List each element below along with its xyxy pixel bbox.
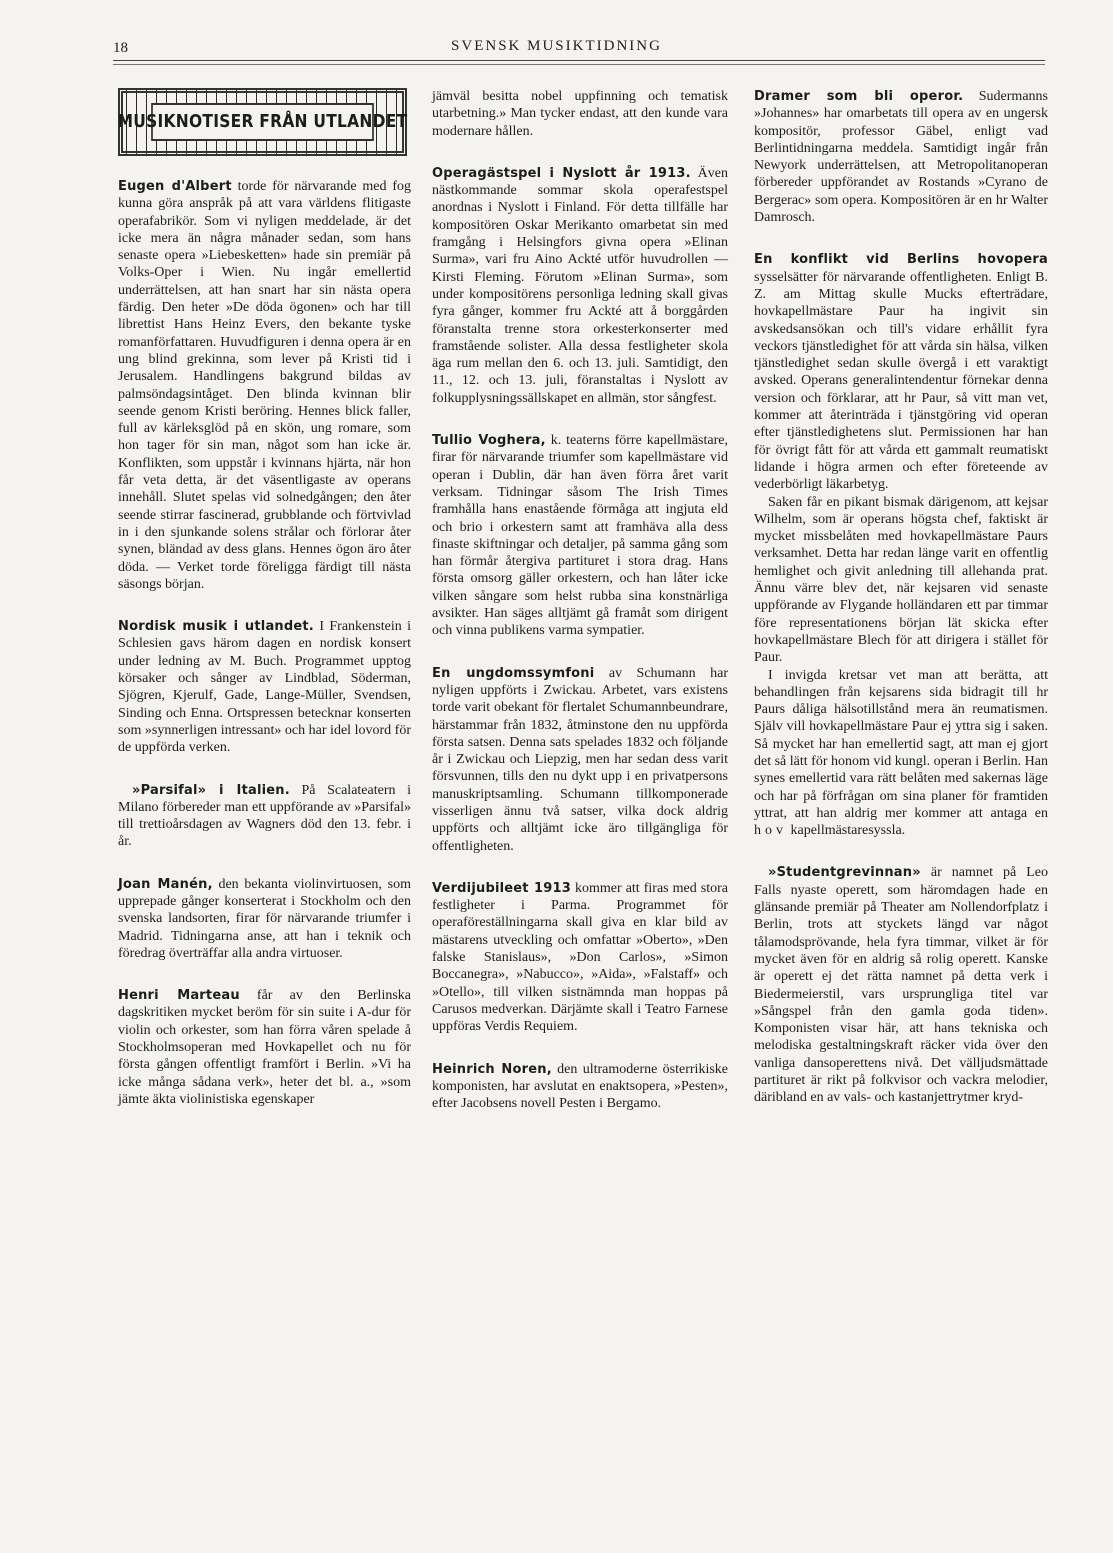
- article-paragraph: [118, 987, 411, 1108]
- article-paragraph: [754, 88, 1048, 226]
- section-banner: [118, 88, 407, 156]
- article-text: Även nästkommande sommar skola operafestspel anordnas i Nyslott i Finland. För detta tillfälle har kompositören Oskar Merikanto omarbetat sin med framgång i Helsingfors givna opera »Elinan Surma», vari fru Aino Ackté utför huvudrollen — Kirsti Fleming. Förutom »Elinan Surma», som under kompositörens personliga ledning skall givas fyra gånger, kommer fru Ackté att å borggården föranstalta trenne stora orkesterkonserter med framstående solister. Alla dessa festligheter skola äga rum mellan den 6. och 13. juli. Samtidigt, den 11., 12. och 13. juli, föranstaltas i Nyslott av folkupplysningssällskapet en allmän, stor sångfest.: [432, 165, 729, 406]
- article-heading: Tullio Voghera,: [432, 433, 546, 449]
- article-heading: En konflikt vid Berlins hovopera: [754, 252, 1048, 268]
- article-paragraph: [432, 665, 728, 855]
- article-heading: En ungdomssymfoni: [432, 665, 595, 681]
- article-heading: Dramer som bli operor.: [754, 89, 964, 104]
- article-text: kommer att firas med stora festligheter i Parma. Programmet för operaföreställningarna skall giva en klar bild av mästarens utveckling och omfattar »Oberto», »Den falske Stanislaus», »Don Carlos», »Simon Boccanegra», »Nabucco», »Aida», »Falstaff» och »Otello», till vilken sistnämnda man hoppas på Carusos medverkan. Därjämte skall i Teatro Farnese uppföras Verdis Requiem.: [432, 880, 728, 1035]
- article-list-right: [754, 88, 1048, 1107]
- article-heading: Henri Marteau: [118, 988, 240, 1004]
- article-heading: Nordisk musik i utlandet.: [118, 619, 314, 635]
- article-list-middle: [432, 88, 728, 1112]
- article-paragraph: [432, 88, 728, 140]
- article-text: I Frankenstein i Schlesien gavs härom dagen en nordisk konsert under ledning av M. Buch. Programmet upptog körsaker och sånger av Lindblad, Söderman, Sjögren, Kjerulf, Gade, Lange-Müller, Svendsen, Sinding och Enna. Ortspressen betecknar konserten som »synnerligen intressant» och har idel lovord för de uppförda verken.: [118, 619, 411, 756]
- column-left: [118, 88, 411, 1108]
- article-paragraph: [118, 178, 411, 593]
- page-number: 18: [113, 40, 128, 56]
- article-paragraph: [432, 432, 728, 640]
- spaced-word: hov: [754, 823, 787, 839]
- article-paragraph: [118, 876, 411, 962]
- article-text-tail: kapellmästaresyssla.: [787, 823, 906, 839]
- banner-title: MUSIKNOTISER FRÅN UTLANDET: [151, 103, 374, 141]
- article-text: den bekanta violinvirtuosen, som upprepade gånger konserterat i Stockholm och den svenska landsorten, firar för närvarande triumfer i Madrid. Tidningarna anse, att han i teknik och föredrag överträffar alla andra virtuoser.: [118, 876, 412, 961]
- article-text: torde för närvarande med fog kunna göra anspråk på att vara världens flitigaste operafabrikör. Som vi nyligen meddelade, är det icke mera än några månader sedan, som hans senaste opera »Liebesketten» hade sin premiär på Volks-Oper i Wien. Nu ingår emellertid underrättelsen, att han snart har sin nästa opera färdig. Den heter »De döda ögonen» och har till librettist Hans Heinz Evers, den bekante tyske romanförfattaren. Huvudfiguren i denna opera är en ung blind grekinna, som lever på Kristi tid i Jerusalem. Handlingens bakgrund bildas av palmsöndagsintåget. Den blinda kvinnan blir seende genom Kristi beröring. Hennes blick faller, full av kärleksglöd på en skön, ung romare, som hon tager för sin man, något som han icke är. Konflikten, som uppstår i kvinnans hjärta, när hon får veta detta, är det väsentligaste av operans innehåll. Slutet spelas vid solnedgången; den åter seende stirrar fascinerad, grubblande och förtvivlad in i den sjunkande solens strålar och förlorar åter synen, bländad av dess glans. Hennes ögon äro åter döda. — Verket torde föreligga färdigt till nästa säsongs början.: [118, 179, 411, 592]
- article-text: den ultramoderne österrikiske komponisten, har avslutat en enaktsopera, »Pesten», efter Jacobsens novell Pesten i Bergamo.: [432, 1061, 728, 1112]
- article-text: På Scalateatern i Milano förbereder man ett uppförande av »Parsifal» till trettioårsdagen av Wagners död den 13. febr. i år.: [118, 782, 411, 850]
- column-right: [754, 88, 1048, 1107]
- article-text: är namnet på Leo Falls nyaste operett, som häromdagen hade en glänsande premiär på Theater am Nollendorfplatz i Berlin, trots att styckets längd var något tålamodsprövande, hela fyra timmar, vilket är för mycket även för en aldrig så rolig operett. Kanske är operett ej det rätta namnet på detta verk i Biedermeierstil, vars ursprungliga titel var »Sångspel från den gamla goda tiden». Komponisten visar här, att hans tekniska och melodiska gestaltningskraft räcker vida över den vanliga dansoperettens nivå. Det välljudsmättade partituret är rikt på folkvisor och vackra melodier, däribland en av vals- och kastanjettrytmer kryd-: [754, 865, 1048, 1106]
- header-rule-inner: [113, 64, 1045, 65]
- article-heading: »Parsifal» i Italien.: [132, 782, 290, 798]
- article-text: sysselsätter för närvarande offentligheten. Enligt B. Z. am Mittag skulle Mucks efterträdare, hovkapellmästare Paur ha ingivit sin avskedsansökan och till's vidare erhållit fyra veckors tjänstledighet för att vårda sin hälsa, vilken tjänstledighet sedan skulle övergå i ett varaktigt avsked. Operans generalintendentur förnekar denna version och förklarar, att hr Paur, så vitt man vet, kommer att återinträda i tjänstgöring vid operan efter tjänstledighetens slut. Permissionen har han för övrigt fått för att vårda ett gammalt reumatiskt lidande i högra armen och efter företeende av vederbörligt läkarbetyg.: [754, 269, 1048, 493]
- article-heading: Operagästspel i Nyslott år 1913.: [432, 165, 691, 181]
- article-text: av Schumann har nyligen uppförts i Zwickau. Arbetet, vars existens torde varit obekant för flertalet Schumannbeundrare, härstammar från 1832, åtminstone den nu uppförda första satsen. Denna sats spelades 1832 och följande år i Zwickau och Liepzig, men har sedan dess varit försvunnen, tills den nu dykt upp i en privatpersons manuskriptsamling. Schumann tillkomponerade visserligen ännu två satser, vilka dock aldrig uppförts och alltjämt icke äro tillgängliga för offentligheten.: [432, 665, 728, 854]
- article-heading: Eugen d'Albert: [118, 179, 232, 194]
- article-heading: Verdijubileet 1913: [432, 880, 571, 896]
- article-text: I invigda kretsar vet man att berätta, att behandlingen från kejsarens sida bidragit till hr Paurs dåliga hälsotillstånd mera än reumatismen. Själv vill hovkapellmästare Paur ej yttra sig i saken. Så mycket har han emellertid sagt, att man ej gjort det så lätt för honom vid kungl. operan i Berlin. Han synes emellertid vara rätt belåten med sakernas läge och har på förfrågan om sina planer för framtiden yttrat, att han aldrig mer kommer att antaga en: [754, 667, 1048, 821]
- article-paragraph: [118, 618, 411, 756]
- article-paragraph: [118, 782, 411, 851]
- running-title: SVENSK MUSIKTIDNING: [451, 38, 662, 54]
- article-paragraph: [432, 880, 728, 1036]
- article-paragraph: [754, 864, 1048, 1106]
- article-paragraph: [754, 494, 1048, 667]
- article-heading: »Studentgrevinnan»: [768, 865, 921, 881]
- article-paragraph: [432, 1061, 728, 1113]
- article-paragraph: [754, 667, 1048, 840]
- article-text: Sudermanns »Johannes» har omarbetats till opera av en ungersk kompositör, professor Gäbel, enligt vad Berlintidningarna meddela. Samtidigt ingår från Newyork underrättelsen, att Metropolitanoperan förbereder uppförandet av Rostands »Cyrano de Bergerac» som opera. Kompositören är en hr Walter Damrosch.: [754, 89, 1048, 226]
- article-text: k. teaterns förre kapellmästare, firar för närvarande triumfer som kapellmästare vid operan i Dublin, där han även förra året varit verksam. Tidningar såsom The Irish Times framhålla hans enastående förmåga att ingjuta eld och brio i orkestern samt att framhäva alla dess finaste skiftningar och detaljer, på samma gång som han förmår återgiva partituret i stora drag. Hans första omsorg gäller orkestern, och han låter icke vilken sångare som helst rubba sina konstnärliga avsikter. Han säges alltjämt gå framåt som dirigent och vinna publikens varma sympatier.: [432, 433, 728, 639]
- article-heading: Heinrich Noren,: [432, 1061, 552, 1077]
- article-text: Saken får en pikant bismak därigenom, att kejsar Wilhelm, som är operans högsta chef, faktiskt är mycket missbelåten med hovkapellmästare Paurs verksamhet. Detta har redan länge varit en offentlig hemlighet och givit anledning till allehanda prat. Ännu värre blev det, när kejsaren vid senaste uppförande av Flygande holländaren ett par timmar före representationens början lät skicka efter hovkapellmästare Blech för att dirigera i stället för Paur.: [754, 494, 1048, 666]
- article-paragraph: [432, 165, 728, 407]
- article-text: jämväl besitta nobel uppfinning och tematisk utarbetning.» Man tycker endast, att den kunde vara modernare hållen.: [432, 89, 728, 139]
- article-list-left: [118, 178, 411, 1108]
- column-middle: [432, 88, 728, 1112]
- article-text: får av den Berlinska dagskritiken mycket beröm för sin suite i A-dur för violin och orkester, som han förra våren spelade å Stockholmsoperan med Hovkapellet och nu för första gången offentligt framfört i Berlin. »Vi ha icke många sådana verk», heter det bl. a., »som jämte äkta violinistiska egenskaper: [118, 988, 412, 1107]
- header-rule: [113, 60, 1045, 61]
- article-paragraph: [754, 251, 1048, 493]
- article-heading: Joan Manén,: [118, 876, 213, 892]
